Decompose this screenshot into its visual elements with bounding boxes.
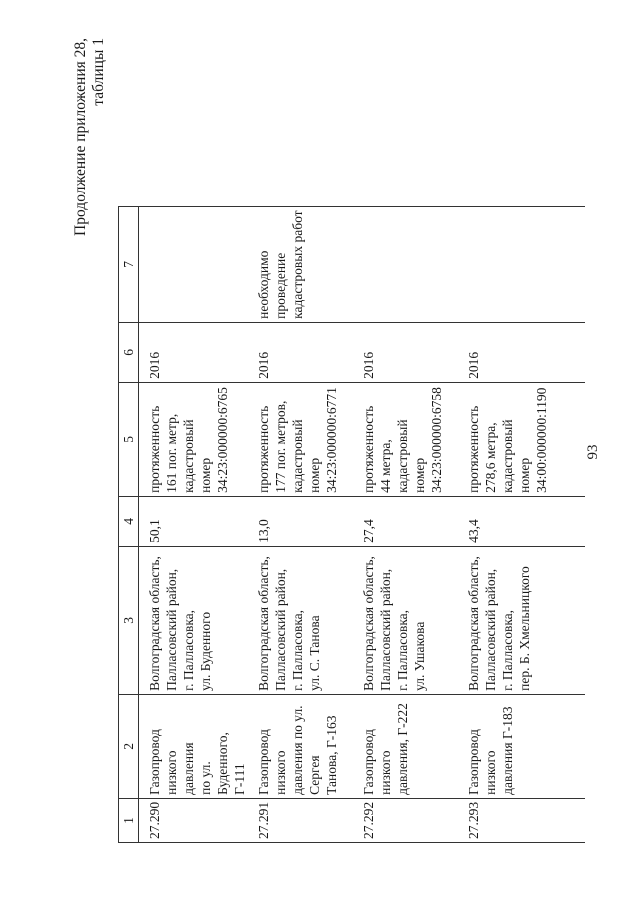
text-line: Газопровод низкого — [256, 729, 288, 795]
text-line: Танова, Г-163 — [324, 715, 339, 795]
text-line: г. Палласовка, — [500, 609, 515, 691]
table-row — [353, 206, 458, 842]
object-characteristics — [139, 382, 249, 496]
text-line: Палласовский район, — [483, 568, 498, 691]
text-line: кадастровый — [290, 419, 305, 493]
object-value: 27,4 — [353, 496, 458, 546]
header-col-2: 2 — [119, 694, 139, 798]
text-line: кадастровых работ — [290, 210, 305, 319]
text-line: давления Г-183 — [500, 706, 515, 795]
header-col-6: 6 — [119, 322, 139, 382]
text-line: давления по ул. Сергея — [290, 705, 322, 795]
object-characteristics — [248, 382, 353, 496]
text-line: Волгоградская область, — [147, 556, 162, 691]
text-line: 177 пог. метров, — [273, 400, 288, 493]
object-address — [139, 546, 249, 694]
text-line: давления, Г-222 — [395, 703, 410, 795]
text-line: номер — [412, 457, 427, 493]
header-col-5: 5 — [119, 382, 139, 496]
table-row — [248, 206, 353, 842]
text-line: протяженность — [361, 405, 376, 493]
object-value: 50,1 — [139, 496, 249, 546]
text-line: номер — [198, 457, 213, 493]
text-line: 161 пог. метр, — [164, 413, 179, 493]
text-line: 34:23:000000:6771 — [324, 387, 339, 493]
caption-line-2: таблицы 1 — [90, 38, 107, 106]
object-note — [353, 206, 458, 322]
text-line: номер — [517, 457, 532, 493]
text-line: Палласовский район, — [273, 568, 288, 691]
text-line: г. Палласовка, — [290, 609, 305, 691]
row-number: 27.292 — [353, 798, 458, 842]
table-row — [139, 206, 249, 842]
table-header-row — [119, 206, 139, 842]
text-line: г. Палласовка, — [395, 609, 410, 691]
object-name — [458, 694, 585, 798]
caption-line-1: Продолжение приложения 28, — [72, 38, 89, 236]
header-col-7: 7 — [119, 206, 139, 322]
text-line: Волгоградская область, — [466, 556, 481, 691]
text-line: по ул. Буденного, Г-111 — [198, 732, 247, 795]
text-line: пер. Б. Хмельницкого — [517, 566, 532, 691]
text-line: кадастровый — [181, 419, 196, 493]
text-line: ул. Буденного — [198, 611, 213, 691]
object-address — [458, 546, 585, 694]
row-number: 27.291 — [248, 798, 353, 842]
page-number: 93 — [585, 444, 601, 460]
text-line: 34:23:000000:6758 — [429, 387, 444, 493]
text-line: протяженность — [256, 405, 271, 493]
text-line: Газопровод низкого — [466, 729, 498, 795]
object-note — [458, 206, 585, 322]
text-line: Газопровод — [147, 729, 162, 795]
object-value: 43,4 — [458, 496, 585, 546]
text-line: Газопровод низкого — [361, 729, 393, 795]
property-table — [118, 206, 585, 843]
text-line: Волгоградская область, — [256, 556, 271, 691]
header-col-1: 1 — [119, 798, 139, 842]
header-col-3: 3 — [119, 546, 139, 694]
text-line: 278,6 метра, — [483, 422, 498, 493]
object-address — [353, 546, 458, 694]
object-note — [248, 206, 353, 322]
text-line: номер — [307, 457, 322, 493]
table-caption — [72, 38, 108, 236]
object-year: 2016 — [458, 322, 585, 382]
text-line: 44 метра, — [378, 439, 393, 493]
object-year: 2016 — [248, 322, 353, 382]
text-line: Палласовский район, — [164, 568, 179, 691]
object-name — [139, 694, 249, 798]
text-line: необходимо — [256, 250, 271, 319]
header-col-4: 4 — [119, 496, 139, 546]
text-line: Палласовский район, — [378, 568, 393, 691]
row-number: 27.290 — [139, 798, 249, 842]
object-characteristics — [353, 382, 458, 496]
text-line: протяженность — [147, 405, 162, 493]
text-line: кадастровый — [395, 419, 410, 493]
object-name — [248, 694, 353, 798]
text-line: низкого давления — [164, 742, 196, 795]
text-line: г. Палласовка, — [181, 609, 196, 691]
object-year: 2016 — [353, 322, 458, 382]
object-name — [353, 694, 458, 798]
object-address — [248, 546, 353, 694]
object-year: 2016 — [139, 322, 249, 382]
text-line: Волгоградская область, — [361, 556, 376, 691]
text-line: проведение — [273, 252, 288, 319]
text-line: 34:00:000000:1190 — [534, 387, 549, 493]
table-row — [458, 206, 585, 842]
text-line: протяженность — [466, 405, 481, 493]
row-number: 27.293 — [458, 798, 585, 842]
text-line: 34:23:000000:6765 — [215, 387, 230, 493]
object-value: 13,0 — [248, 496, 353, 546]
object-characteristics — [458, 382, 585, 496]
text-line: кадастровый — [500, 419, 515, 493]
text-line: ул. С. Танова — [307, 615, 322, 691]
object-note — [139, 206, 249, 322]
text-line: ул. Ушакова — [412, 621, 427, 691]
